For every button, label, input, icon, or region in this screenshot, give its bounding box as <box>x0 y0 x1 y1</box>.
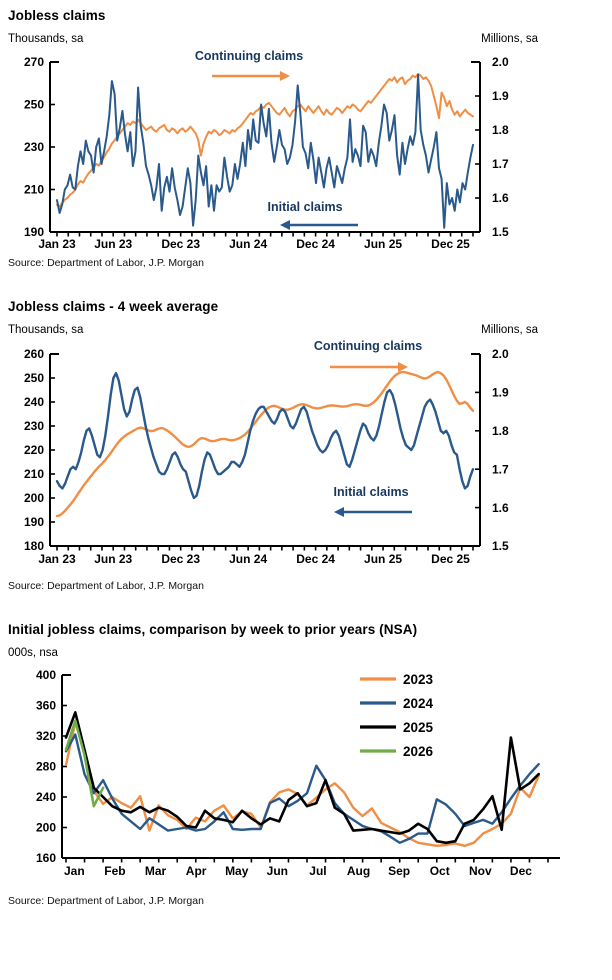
svg-text:Jan 23: Jan 23 <box>38 552 76 566</box>
svg-text:1.8: 1.8 <box>492 123 509 138</box>
svg-text:320: 320 <box>35 729 56 744</box>
svg-text:May: May <box>225 864 249 878</box>
svg-text:2.0: 2.0 <box>492 347 509 362</box>
svg-text:190: 190 <box>23 515 44 530</box>
spacer <box>0 592 612 614</box>
svg-text:1.5: 1.5 <box>492 225 509 240</box>
axis-units-row <box>8 647 538 659</box>
svg-text:Dec 25: Dec 25 <box>431 552 470 566</box>
svg-text:Mar: Mar <box>144 864 167 878</box>
chart-block-4-week-average <box>0 291 612 614</box>
svg-text:Initial claims: Initial claims <box>333 485 409 499</box>
svg-text:180: 180 <box>23 539 44 554</box>
svg-text:Continuing claims: Continuing claims <box>313 339 423 353</box>
svg-text:1.6: 1.6 <box>492 500 509 515</box>
svg-text:Jan: Jan <box>63 864 85 878</box>
left-axis-unit-label: Thousands, sa <box>8 324 84 336</box>
svg-text:270: 270 <box>23 55 44 70</box>
svg-text:Continuing claims: Continuing claims <box>194 49 304 63</box>
svg-text:Jun 24: Jun 24 <box>229 552 268 566</box>
svg-text:Jun 25: Jun 25 <box>364 237 403 251</box>
chart-title: Jobless claims - 4 week average <box>8 299 219 314</box>
chart-title: Jobless claims <box>8 8 106 23</box>
left-axis-unit-label: Thousands, sa <box>8 33 84 45</box>
jobless-claims-weekly-chart <box>0 47 612 255</box>
svg-text:Dec 24: Dec 24 <box>296 552 335 566</box>
svg-text:Jun 23: Jun 23 <box>94 552 133 566</box>
axis-units-row <box>8 33 538 45</box>
svg-text:Dec 24: Dec 24 <box>296 237 335 251</box>
svg-text:230: 230 <box>23 140 44 155</box>
svg-text:230: 230 <box>23 419 44 434</box>
svg-text:Sep: Sep <box>388 864 411 878</box>
svg-text:220: 220 <box>23 443 44 458</box>
chart-block-nsa-comparison <box>0 614 612 907</box>
svg-text:Initial claims: Initial claims <box>267 200 343 214</box>
svg-text:250: 250 <box>23 97 44 112</box>
svg-text:1.8: 1.8 <box>492 424 509 438</box>
svg-text:Dec 23: Dec 23 <box>161 237 201 251</box>
svg-text:Jun: Jun <box>266 864 289 878</box>
chart-title: Initial jobless claims, comparison by week to prior years (NSA) <box>8 622 418 637</box>
svg-text:1.6: 1.6 <box>492 191 509 206</box>
svg-text:240: 240 <box>23 395 44 410</box>
svg-text:210: 210 <box>23 182 44 197</box>
svg-text:Jun 25: Jun 25 <box>364 552 403 566</box>
svg-text:2025: 2025 <box>403 720 434 735</box>
svg-text:Jan 23: Jan 23 <box>38 237 76 251</box>
source-note: Source: Department of Labor, J.P. Morgan <box>8 895 204 907</box>
svg-text:Oct: Oct <box>429 864 450 878</box>
right-axis-unit-label: Millions, sa <box>481 33 538 45</box>
svg-text:250: 250 <box>23 371 44 386</box>
svg-text:2026: 2026 <box>403 744 434 759</box>
svg-text:Jun 24: Jun 24 <box>229 237 268 251</box>
svg-text:Dec 25: Dec 25 <box>431 237 470 251</box>
chart-block-jobless-claims <box>0 0 612 291</box>
svg-text:Apr: Apr <box>185 864 207 878</box>
jobless-claims-4wk-avg-chart <box>0 338 612 578</box>
svg-text:260: 260 <box>23 347 44 362</box>
svg-text:1.5: 1.5 <box>492 539 509 554</box>
svg-text:Dec 23: Dec 23 <box>161 552 201 566</box>
svg-text:Nov: Nov <box>468 864 492 878</box>
svg-text:Feb: Feb <box>104 864 126 878</box>
svg-text:1.7: 1.7 <box>492 157 509 172</box>
svg-text:200: 200 <box>23 491 44 506</box>
initial-claims-nsa-comparison-chart <box>0 661 612 893</box>
svg-text:240: 240 <box>35 790 56 805</box>
right-axis-unit-label: Millions, sa <box>481 324 538 336</box>
svg-text:Jul: Jul <box>309 864 327 878</box>
svg-text:400: 400 <box>35 668 56 683</box>
source-note: Source: Department of Labor, J.P. Morgan <box>8 257 204 269</box>
svg-text:200: 200 <box>35 820 56 835</box>
spacer <box>0 269 612 291</box>
svg-text:2023: 2023 <box>403 672 434 687</box>
svg-text:1.9: 1.9 <box>492 385 509 400</box>
svg-text:2024: 2024 <box>403 696 434 711</box>
source-note: Source: Department of Labor, J.P. Morgan <box>8 580 204 592</box>
svg-text:160: 160 <box>35 851 56 866</box>
svg-text:360: 360 <box>35 698 56 713</box>
svg-text:1.9: 1.9 <box>492 89 509 104</box>
left-axis-unit-label: 000s, nsa <box>8 647 58 659</box>
svg-text:Aug: Aug <box>346 864 371 878</box>
svg-text:280: 280 <box>35 759 56 774</box>
svg-text:Dec: Dec <box>509 864 532 878</box>
svg-text:190: 190 <box>23 225 44 240</box>
svg-text:2.0: 2.0 <box>492 55 509 70</box>
svg-text:210: 210 <box>23 467 44 482</box>
svg-text:Jun 23: Jun 23 <box>94 237 133 251</box>
svg-text:1.7: 1.7 <box>492 462 509 477</box>
axis-units-row <box>8 324 538 336</box>
